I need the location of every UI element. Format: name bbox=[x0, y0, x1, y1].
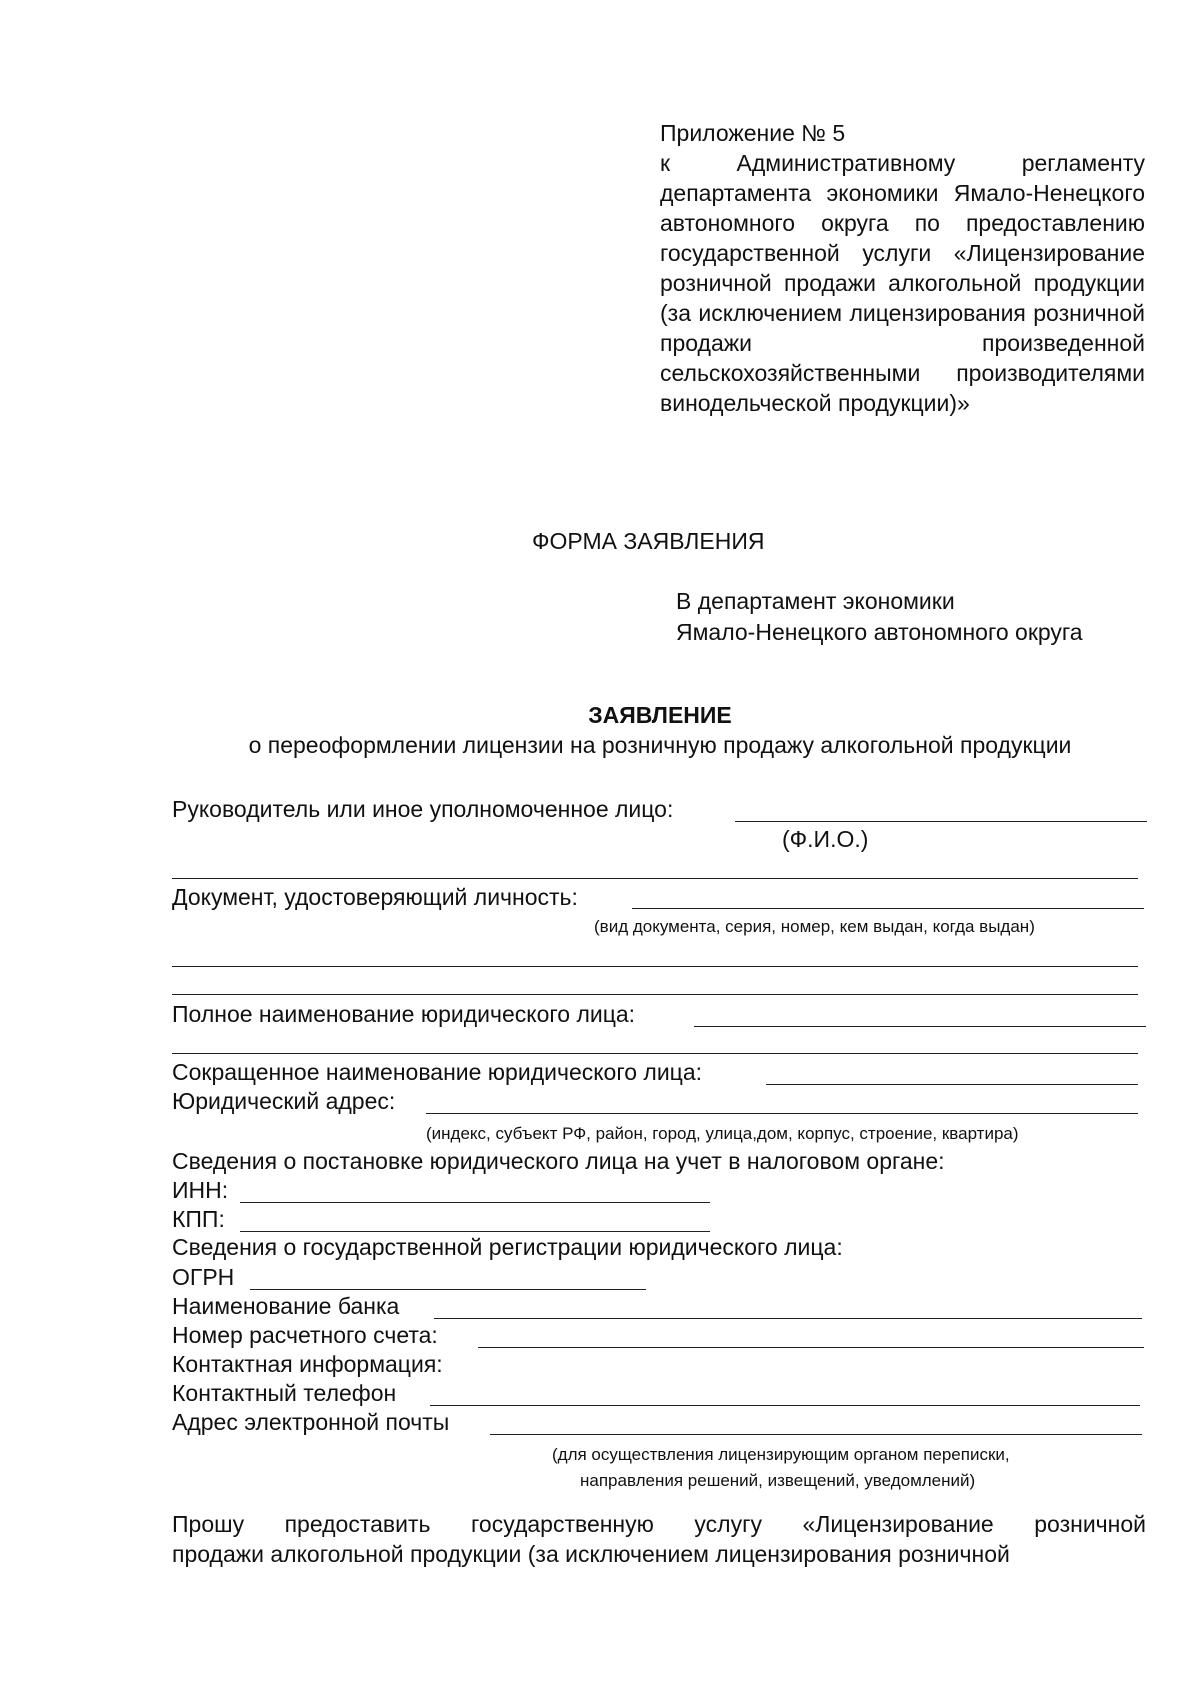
full-name-label: Полное наименование юридического лица: bbox=[172, 1001, 636, 1027]
identity-doc-line-2[interactable] bbox=[172, 966, 1138, 967]
state-registration-label: Сведения о государственной регистрации юридического лица: bbox=[172, 1234, 843, 1260]
bank-name-label: Наименование банка bbox=[172, 1293, 400, 1319]
inn-label: ИНН: bbox=[172, 1177, 229, 1203]
legal-address-label: Юридический адрес: bbox=[172, 1088, 396, 1114]
tax-registration-label: Сведения о постановке юридического лица на учет в налоговом органе: bbox=[172, 1148, 945, 1174]
head-person-line[interactable] bbox=[735, 821, 1147, 822]
account-number-line[interactable] bbox=[478, 1347, 1144, 1348]
head-person-line-2[interactable] bbox=[172, 878, 1138, 879]
kpp-label: КПП: bbox=[172, 1206, 225, 1232]
email-line[interactable] bbox=[490, 1434, 1142, 1435]
ogrn-label: ОГРН bbox=[172, 1264, 235, 1290]
statement-heading-block bbox=[0, 700, 1200, 760]
appendix-title: Приложение № 5 bbox=[660, 120, 846, 146]
short-name-line[interactable] bbox=[766, 1084, 1138, 1085]
addressee-block bbox=[676, 586, 1083, 648]
short-name-label: Сокращенное наименование юридического лица: bbox=[172, 1059, 703, 1085]
request-line-2: продажи алкогольной продукции (за исключением лицензирования розничной bbox=[172, 1541, 1010, 1567]
full-name-line-2[interactable] bbox=[172, 1053, 1138, 1054]
statement-subheading: о переоформлении лицензии на розничную продажу алкогольной продукции bbox=[248, 732, 1072, 758]
fio-hint: (Ф.И.О.) bbox=[782, 826, 869, 852]
phone-label: Контактный телефон bbox=[172, 1380, 397, 1406]
request-line-1: Прошу предоставить государственную услугу «Лицензирование розничной bbox=[172, 1511, 1146, 1537]
legal-address-line[interactable] bbox=[426, 1113, 1138, 1114]
head-person-label: Руководитель или иное уполномоченное лицо: bbox=[172, 796, 674, 822]
appendix-block bbox=[660, 118, 1145, 418]
form-title: ФОРМА ЗАЯВЛЕНИЯ bbox=[532, 528, 765, 554]
identity-doc-label: Документ, удостоверяющий личность: bbox=[172, 884, 578, 910]
addressee-line-1: В департамент экономики bbox=[676, 588, 955, 614]
email-label: Адрес электронной почты bbox=[172, 1409, 450, 1435]
legal-address-hint: (индекс, субъект РФ, район, город, улица,дом, корпус, строение, квартира) bbox=[426, 1124, 1019, 1143]
request-paragraph bbox=[172, 1509, 1146, 1569]
addressee-line-2: Ямало-Ненецкого автономного округа bbox=[676, 619, 1083, 645]
contact-info-label: Контактная информация: bbox=[172, 1351, 443, 1377]
identity-doc-line-3[interactable] bbox=[172, 994, 1138, 995]
appendix-body: к Административному регламенту департамента экономики Ямало-Ненецкого автономного округа по предоставлению государственной услуги «Лицензирование розничной продажи алкогольной продукции (за исключением лицензирования розничной продажи произведенной сельскохозяйственными производителями винодельческой продукции)» bbox=[660, 150, 1145, 416]
bank-name-line[interactable] bbox=[434, 1318, 1142, 1319]
phone-line[interactable] bbox=[430, 1405, 1140, 1406]
identity-doc-line[interactable] bbox=[632, 908, 1144, 909]
ogrn-line[interactable] bbox=[250, 1289, 646, 1290]
identity-doc-hint: (вид документа, серия, номер, кем выдан, когда выдан) bbox=[594, 917, 1035, 936]
statement-heading: ЗАЯВЛЕНИЕ bbox=[588, 702, 732, 728]
email-hint-2: направления решений, извещений, уведомлений) bbox=[580, 1471, 976, 1490]
inn-line[interactable] bbox=[240, 1202, 710, 1203]
email-hint-1: (для осуществления лицензирующим органом переписки, bbox=[552, 1445, 1010, 1464]
account-number-label: Номер расчетного счета: bbox=[172, 1322, 438, 1348]
full-name-line[interactable] bbox=[694, 1026, 1146, 1027]
